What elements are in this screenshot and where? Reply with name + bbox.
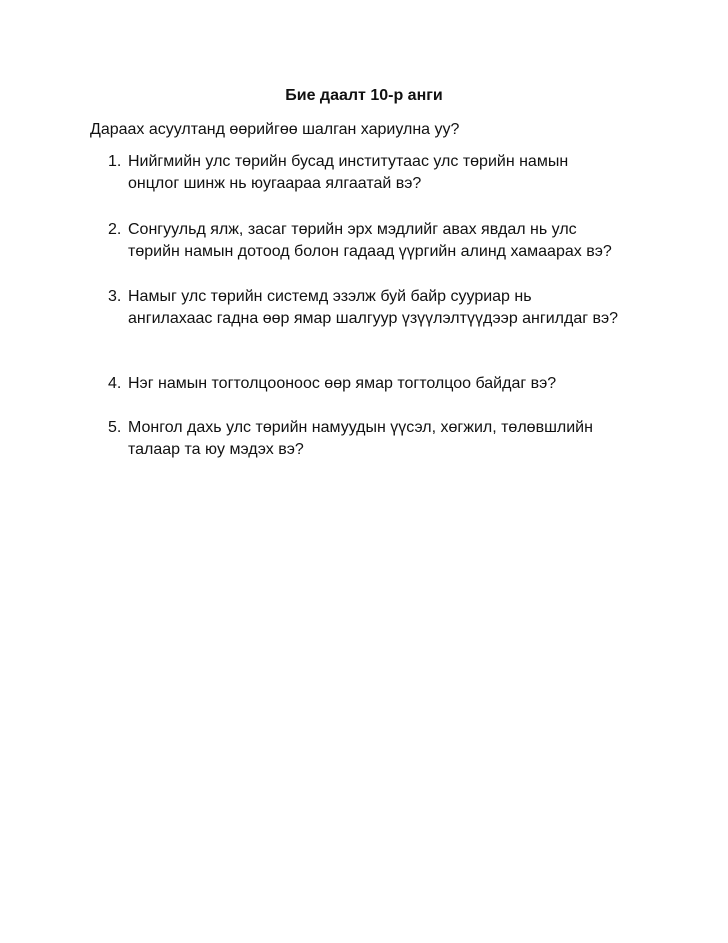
question-number: 4. [108,375,122,392]
question-line: Нэг намын тогтолцооноос өөр ямар тогтолцоо байдаг вэ? [128,375,557,392]
question-text [128,151,668,195]
question-number: 2. [108,221,122,238]
question-line: Намыг улс төрийн системд эзэлж буй байр сууриар нь [128,288,532,305]
question-text [128,373,668,395]
question-number: 1. [108,153,122,170]
question-2 [108,219,668,263]
question-line: Монгол дахь улс төрийн намуудын үүсэл, хөгжил, төлөвшлийн [128,419,593,436]
document-title: Бие даалт 10-р анги [285,87,443,104]
question-line: талаар та юу мэдэх вэ? [128,441,304,458]
question-1 [108,151,668,195]
question-number: 5. [108,419,122,436]
question-text [128,286,668,330]
question-3 [108,286,668,330]
question-text [128,417,668,461]
instruction-text: Дараах асуултанд өөрийгөө шалган хариулна уу? [90,121,460,138]
question-text [128,219,668,263]
question-5 [108,417,668,461]
question-line: төрийн намын дотоод болон гадаад үүргийн алинд хамаарах вэ? [128,243,612,260]
question-4 [108,373,668,395]
question-line: Нийгмийн улс төрийн бусад институтаас улс төрийн намын [128,153,569,170]
question-line: Сонгуульд ялж, засаг төрийн эрх мэдлийг авах явдал нь улс [128,221,577,238]
question-number: 3. [108,288,122,305]
question-line: ангилахаас гадна өөр ямар шалгуур үзүүлэлтүүдээр ангилдаг вэ? [128,310,619,327]
question-line: онцлог шинж нь юугаараа ялгаатай вэ? [128,175,422,192]
